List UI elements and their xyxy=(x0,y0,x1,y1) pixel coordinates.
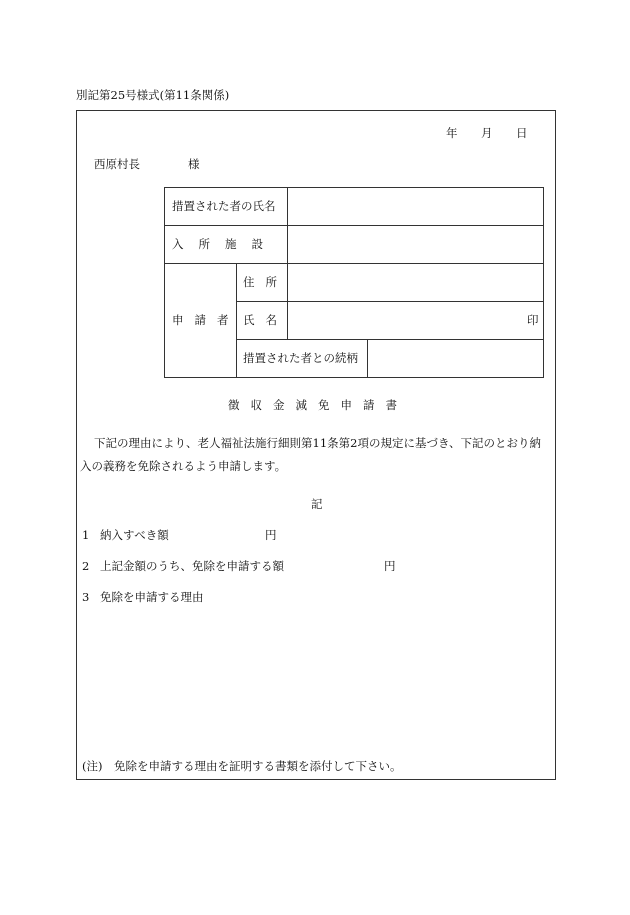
seal-mark: 印 xyxy=(527,313,539,327)
item-1-text: 納入すべき額 xyxy=(100,528,169,542)
date-month: 月 xyxy=(481,126,493,140)
document-title: 徴収金減免申請書 xyxy=(228,398,408,412)
item-2-unit: 円 xyxy=(384,559,396,573)
note: (注) 免除を申請する理由を証明する書類を添付して下さい。 xyxy=(82,759,402,773)
relation-label: 措置された者との続柄 xyxy=(243,351,358,365)
person-name-input-cell[interactable] xyxy=(287,187,544,226)
relation-input-cell[interactable] xyxy=(367,339,544,378)
address-input-cell[interactable] xyxy=(287,263,544,302)
item-3-text: 免除を申請する理由 xyxy=(100,590,204,604)
ki-heading: 記 xyxy=(311,497,323,511)
body-line-2: 入の義務を免除されるよう申請します。 xyxy=(80,459,287,473)
addressee-honorific: 様 xyxy=(188,157,200,171)
facility-input-cell[interactable] xyxy=(287,225,544,264)
item-1-unit: 円 xyxy=(265,528,277,542)
item-1-number: 1 xyxy=(82,528,90,542)
body-line-1: 下記の理由により、老人福祉法施行細則第11条第2項の規定に基づき、下記のとおり納 xyxy=(94,436,541,450)
form-label: 別記第25号様式(第11条関係) xyxy=(76,88,230,102)
addressee-name: 西原村長 xyxy=(94,157,140,171)
facility-label: 入所施設 xyxy=(172,237,278,251)
date-day: 日 xyxy=(516,126,528,140)
item-3-number: 3 xyxy=(82,590,90,604)
item-2-text: 上記金額のうち、免除を申請する額 xyxy=(100,559,284,573)
name-label: 氏名 xyxy=(243,313,288,327)
person-name-label: 措置された者の氏名 xyxy=(172,199,276,213)
address-label: 住所 xyxy=(243,275,288,289)
applicant-label: 申請者 xyxy=(172,313,240,327)
date-year: 年 xyxy=(446,126,458,140)
item-2-number: 2 xyxy=(82,559,90,573)
name-input-cell[interactable] xyxy=(287,301,544,340)
